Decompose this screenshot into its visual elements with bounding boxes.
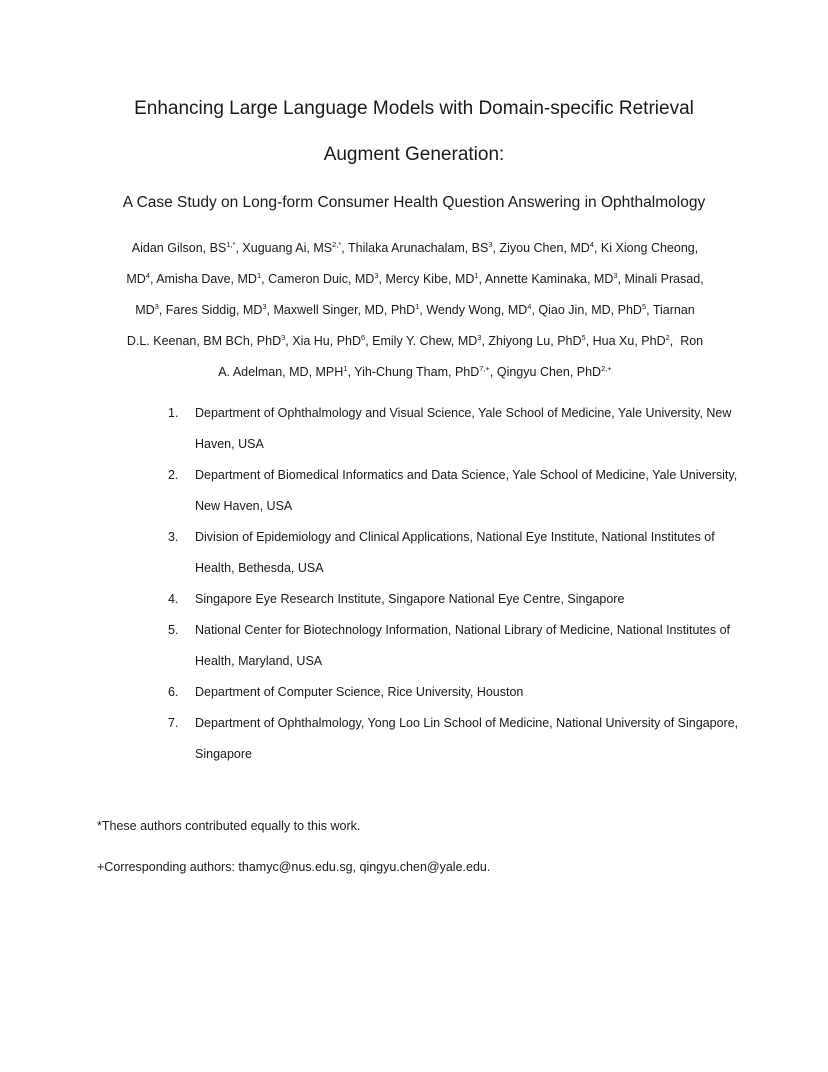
author-name-part: Ron xyxy=(680,334,704,348)
author-line: D.L. Keenan, BM BCh, PhD$^3$, Xia Hu, PhD$^6$, Emily Y. Chew, $MD^3$, Zhiyong Lu, PhD$^5$, Hua Xu, PhD$^2$, Ron xyxy=(126,333,704,348)
author-name: Thilaka Arunachalam, BS xyxy=(348,241,489,255)
author-line: $MD^3$, Fares Siddig, $MD^3$, Maxwell Singer, MD, PhD$^1$, Wendy Wong, $MD^4$, Qiao Jin, MD, PhD$^5$, Tiarnan xyxy=(135,302,695,317)
affiliation-text: Department of Biomedical Informatics and Data Science, Yale School of Medicine, Yale University, New Haven, USA xyxy=(195,468,738,513)
affiliation-number: 7. xyxy=(168,716,179,730)
author-name: Cameron Duic, MD xyxy=(268,272,375,286)
author-name: Aidan Gilson, BS xyxy=(131,241,227,255)
author-affiliation-marker: 6 xyxy=(361,333,366,342)
author-affiliation-marker: 3 xyxy=(613,271,618,280)
equal-contribution-note: *These authors contributed equally to this work. xyxy=(97,819,361,833)
affiliation-item xyxy=(168,615,748,677)
affiliation-item xyxy=(168,677,748,708)
author-line: Aidan Gilson, $BS^{1,*}$, Xuguang Ai, $MS^{2,*}$, Thilaka Arunachalam, $BS^3$, Ziyou Chen, $MD^4$, Ki Xiong Cheong, xyxy=(131,240,699,255)
author-affiliation-marker: 3 xyxy=(374,271,379,280)
author-name: Qiao Jin, MD, PhD xyxy=(538,303,642,317)
paper-title-line-1: Enhancing Large Language Models with Domain-specific Retrieval xyxy=(134,98,694,119)
affiliation-number: 3. xyxy=(168,530,179,544)
author-affiliation-marker: 3 xyxy=(262,302,267,311)
author-name-part: Tiarnan xyxy=(652,303,695,317)
author-name: Qingyu Chen, PhD xyxy=(496,365,602,379)
author-name: Maxwell Singer, MD, PhD xyxy=(273,303,416,317)
author-affiliation-marker: 3 xyxy=(281,333,286,342)
author-name-part: MD xyxy=(135,303,155,317)
author-affiliation-marker: 4 xyxy=(589,240,594,249)
author-affiliation-marker: 2,+ xyxy=(601,364,612,373)
affiliation-item xyxy=(168,708,748,770)
author-name: Xuguang Ai, MS xyxy=(242,241,333,255)
affiliation-number: 6. xyxy=(168,685,179,699)
affiliation-item xyxy=(168,522,748,584)
author-affiliation-marker: 5 xyxy=(581,333,586,342)
affiliation-number: 4. xyxy=(168,592,179,606)
author-line: A. Adelman, MD, MPH$^1$, Yih-Chung Tham, PhD$^{7,+}$, Qingyu Chen, PhD$^{2,+}$ xyxy=(218,364,612,379)
author-affiliation-marker: 2,* xyxy=(332,240,342,249)
affiliation-item xyxy=(168,398,748,460)
author-name: Mercy Kibe, MD xyxy=(385,272,475,286)
corresponding-authors-note: +Corresponding authors: thamyc@nus.edu.sg, qingyu.chen@yale.edu. xyxy=(97,860,491,874)
author-line: $MD^4$, Amisha Dave, $MD^1$, Cameron Duic, $MD^3$, Mercy Kibe, $MD^1$, Annette Kaminaka, $MD^3$, Minali Prasad, xyxy=(126,271,704,286)
author-affiliation-marker: 7,+ xyxy=(479,364,490,373)
author-name: Zhiyong Lu, PhD xyxy=(488,334,582,348)
author-name: Ziyou Chen, MD xyxy=(499,241,590,255)
affiliation-number: 1. xyxy=(168,406,179,420)
author-name-part: Minali Prasad, xyxy=(624,272,704,286)
affiliation-text: Singapore Eye Research Institute, Singapore National Eye Centre, Singapore xyxy=(195,592,625,606)
author-affiliation-marker: 4 xyxy=(527,302,532,311)
author-name: Wendy Wong, MD xyxy=(426,303,528,317)
author-affiliation-marker: 3 xyxy=(154,302,159,311)
author-affiliation-marker: 3 xyxy=(477,333,482,342)
paper-subtitle: A Case Study on Long-form Consumer Health Question Answering in Ophthalmology xyxy=(122,194,706,211)
affiliation-text: Department of Computer Science, Rice University, Houston xyxy=(195,685,524,699)
author-name-part: Ki Xiong Cheong, xyxy=(600,241,699,255)
author-affiliation-marker: 1 xyxy=(415,302,420,311)
affiliation-text: Division of Epidemiology and Clinical Applications, National Eye Institute, National Institutes of Health, Bethesda, USA xyxy=(195,530,715,575)
author-name: Yih-Chung Tham, PhD xyxy=(354,365,480,379)
author-affiliation-marker: 2 xyxy=(665,333,670,342)
author-name: Hua Xu, PhD xyxy=(592,334,666,348)
author-list xyxy=(95,233,735,388)
author-affiliation-marker: 4 xyxy=(145,271,150,280)
author-name: Amisha Dave, MD xyxy=(156,272,257,286)
author-name: Xia Hu, PhD xyxy=(292,334,362,348)
affiliation-text: Department of Ophthalmology, Yong Loo Lin School of Medicine, National University of Singapore, Singapore xyxy=(195,716,739,761)
affiliation-text: National Center for Biotechnology Information, National Library of Medicine, National Institutes of Health, Maryland, USA xyxy=(195,623,731,668)
author-affiliation-marker: 5 xyxy=(641,302,647,311)
author-name: Annette Kaminaka, MD xyxy=(484,272,614,286)
author-name-part: A. Adelman, MD, MPH xyxy=(218,365,344,379)
author-name-part: D.L. Keenan, BM BCh, PhD xyxy=(126,334,282,348)
affiliation-text: Department of Ophthalmology and Visual Science, Yale School of Medicine, Yale University, New Haven, USA xyxy=(195,406,732,451)
author-affiliation-marker: 3 xyxy=(488,240,493,249)
author-name-part: MD xyxy=(126,272,146,286)
affiliation-number: 5. xyxy=(168,623,179,637)
author-affiliation-marker: 1 xyxy=(474,271,479,280)
author-name: Emily Y. Chew, MD xyxy=(372,334,478,348)
affiliation-number: 2. xyxy=(168,468,179,482)
author-affiliation-marker: 1 xyxy=(343,364,348,373)
affiliation-item xyxy=(168,460,748,522)
paper-title-line-2: Augment Generation: xyxy=(323,144,505,165)
affiliation-item xyxy=(168,584,748,615)
author-affiliation-marker: 1,* xyxy=(226,240,236,249)
author-affiliation-marker: 1 xyxy=(256,271,262,280)
author-name: Fares Siddig, MD xyxy=(165,303,263,317)
affiliation-list xyxy=(168,398,748,770)
